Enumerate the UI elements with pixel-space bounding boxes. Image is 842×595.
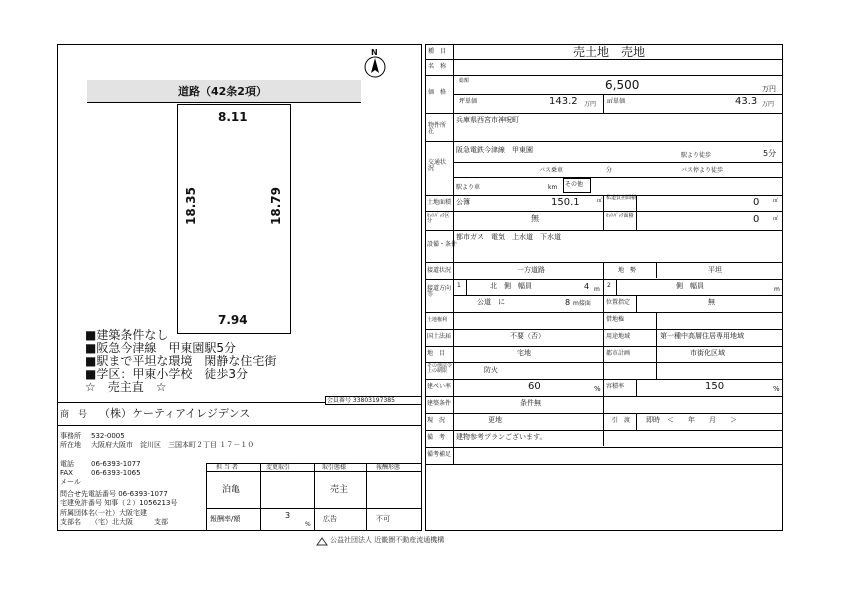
north-arrow-icon	[364, 56, 386, 78]
setback-label: ｾｯﾄﾊﾞｯｸ区分	[427, 213, 450, 224]
road1-width: 4	[584, 282, 590, 291]
fax: 06-6393-1065	[91, 469, 141, 477]
private-road: 0	[753, 197, 760, 208]
far-unit: %	[773, 385, 780, 393]
footer-association: 公益社団法人 近畿圏不動産流通機構	[330, 536, 445, 544]
position-label: 位置指定	[606, 299, 631, 306]
km-unit: km	[548, 184, 558, 191]
branch-label: 支部名	[60, 518, 81, 526]
postal-code: 532-0005	[91, 432, 125, 440]
price-label: 価 格	[428, 89, 447, 96]
right-dimension: 18.79	[268, 187, 283, 225]
total-unit: 万円	[762, 85, 776, 93]
th-person: 担 当 者	[216, 464, 238, 471]
road1: 北 側 幅員	[490, 282, 532, 290]
type-label: 種 目	[428, 48, 447, 55]
road-label: 道路（42条2項）	[178, 85, 267, 98]
mode: 売主	[330, 485, 349, 495]
note-line: ■駅まで平坦な環境 閑静な住宅街	[85, 354, 277, 368]
facility-label: 設備・条件	[427, 241, 458, 248]
tel: 06-6393-1077	[91, 460, 141, 468]
note-line: ■学区：甲東小学校 徒歩3分	[85, 367, 248, 381]
chimoku: 宅地	[517, 349, 531, 357]
private-road-unit: ㎡	[773, 198, 779, 204]
remarks: 建物参考プランございます。	[456, 433, 547, 441]
left-dimension: 18.35	[183, 187, 198, 225]
land-area: 150.1	[551, 197, 580, 208]
tel-label: 電話	[60, 460, 74, 468]
train-line: 阪急電鉄今津線 甲東園	[456, 146, 533, 154]
status-label: 現 況	[427, 417, 446, 424]
area-type: 公簿	[456, 198, 470, 206]
zone-label: 用途地域	[606, 333, 631, 340]
person: 泊亀	[222, 485, 241, 495]
trade-name: （株）ケーティアイレジデンス	[99, 407, 251, 420]
cert-number: 会員番号 33803197385	[327, 397, 395, 404]
address: 大阪府大阪市 淀川区 三国本町２丁目 １７－１０	[91, 441, 255, 449]
station-car-label: 駅より車	[456, 184, 481, 191]
office-label: 事務所	[60, 432, 81, 440]
status: 更地	[488, 416, 502, 424]
trade-name-label: 商 号	[60, 410, 88, 420]
mail-label: メール	[60, 478, 81, 486]
license-number: 宅建免許番号 知事（２）1056213号	[60, 499, 178, 507]
total-price: 6,500	[605, 78, 640, 92]
setback-area-label: ｾｯﾄﾊﾞｯｸ面積	[606, 213, 634, 219]
bcr: 60	[528, 381, 541, 392]
association-logo-icon	[316, 537, 328, 546]
national: 不要（否）	[510, 332, 545, 340]
north-label: N	[371, 48, 378, 57]
city: 市街化区域	[690, 349, 725, 357]
m2-price: 43.3	[735, 96, 758, 107]
traffic-label: 交通状況	[428, 159, 447, 172]
fee-label: 報酬率/額	[210, 515, 241, 523]
road1-frontage-unit: m接面	[573, 300, 591, 307]
bus-walk-label: バス停より徒歩	[681, 167, 724, 174]
other-law: 防火	[484, 366, 498, 374]
top-dimension: 8.11	[218, 110, 248, 124]
bcr-unit: %	[594, 385, 601, 393]
fax-label: FAX	[60, 469, 73, 477]
zone: 第一種中高層住居専用地域	[660, 332, 744, 340]
bottom-dimension: 7.94	[218, 313, 248, 327]
total-label: 総額	[459, 78, 470, 84]
build-cond-label: 建築条件	[427, 400, 452, 407]
m2-unit: 万円	[762, 101, 775, 108]
bus-minutes: 分	[606, 167, 613, 174]
inquiry-tel: 問合せ先電話番号 06-6393-1077	[60, 490, 168, 498]
fee: 3	[285, 511, 291, 520]
note-line: ☆ 売主直 ☆	[85, 380, 167, 394]
far-label: 容積率	[606, 383, 625, 390]
ad: 不可	[376, 515, 390, 523]
other-law-label: その他法令上の制限	[427, 363, 453, 374]
fee-unit: %	[305, 521, 311, 528]
setback-area-unit: ㎡	[773, 216, 779, 222]
bcr-label: 建ぺい率	[427, 383, 452, 390]
road2-no: 2	[607, 282, 611, 289]
assoc: （一社）大阪宅建	[91, 509, 147, 517]
m2-label: ㎡単価	[607, 98, 626, 105]
remarks-label: 備 考	[427, 434, 446, 441]
build-cond: 条件無	[520, 399, 541, 407]
city-label: 都市計画	[606, 350, 631, 357]
road1-public: 公道 に	[477, 298, 505, 306]
walk-label: 駅より徒歩	[681, 152, 712, 159]
land-right-label: 土地権利	[427, 317, 448, 323]
name-label: 名 称	[428, 63, 447, 70]
th-rate: 報酬形態	[376, 464, 401, 471]
location: 兵庫県西宮市神呪町	[456, 116, 519, 124]
branch: （宅）北大阪 支部	[91, 518, 168, 526]
setback-area: 0	[753, 214, 760, 225]
tsubo-price: 143.2	[549, 96, 578, 107]
th-mode: 取引態様	[322, 464, 347, 471]
tsubo-unit: 万円	[584, 101, 597, 108]
property-type: 売土地 売地	[573, 45, 646, 59]
handover-label: 引 渡	[612, 417, 631, 424]
access-label: 接道状況	[427, 267, 452, 274]
terrain-label: 地 勢	[618, 267, 637, 274]
other-label: その他	[565, 181, 584, 188]
road1-no: 1	[457, 282, 461, 289]
address-label: 所在地	[60, 441, 81, 449]
setback: 無	[531, 214, 539, 223]
national-label: 国土法届	[427, 333, 452, 340]
road2: 側 幅員	[676, 282, 704, 290]
road-direction-label: 接道方向等	[427, 285, 452, 298]
ad-label: 広告	[323, 515, 337, 523]
tsubo-label: 坪単価	[459, 98, 478, 105]
far: 150	[705, 381, 725, 392]
facilities: 都市ガス 電気 上水道 下水道	[456, 233, 561, 241]
access: 一方道路	[517, 266, 545, 274]
terrain: 平坦	[708, 266, 722, 274]
bus-label: バス乗車	[539, 167, 564, 174]
th-ad: 変更取引	[266, 464, 291, 471]
position: 無	[708, 298, 715, 306]
handover: 即時 ＜ 年 月 ＞	[646, 416, 737, 424]
walk-minutes: 5分	[763, 149, 777, 158]
chimoku-label: 地 目	[427, 350, 446, 357]
remarks2-label: 備考補足	[427, 451, 452, 458]
note-line: ■阪急今津線 甲東園駅5分	[85, 341, 236, 355]
road1-frontage: 8	[565, 298, 571, 307]
lease-label: 借地権	[606, 316, 625, 323]
area-unit: ㎡	[597, 198, 603, 204]
location-label: 物件所在	[428, 122, 447, 135]
road2-width-unit: m	[774, 286, 780, 293]
private-road-label: 私道負担面積	[606, 195, 637, 201]
area-label: 土地面積	[427, 199, 452, 206]
assoc-label: 所属団体名	[60, 509, 95, 517]
road1-width-unit: m	[594, 286, 600, 293]
note-line: ■建築条件なし	[85, 328, 169, 342]
